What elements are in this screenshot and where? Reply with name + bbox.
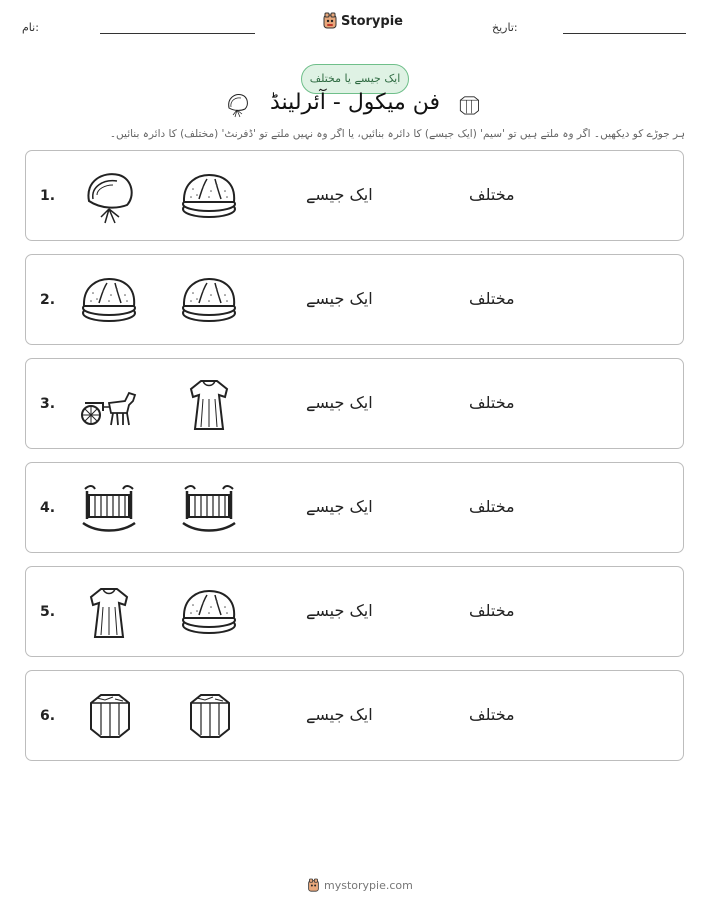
bread-icon: [179, 271, 239, 331]
date-label: تاریخ:: [492, 21, 518, 34]
row-number: 5.: [40, 604, 56, 620]
card-row-2: [25, 254, 684, 345]
same-option[interactable]: ایک جیسے: [306, 289, 373, 308]
worksheet-tag: ایک جیسے یا مختلف: [301, 64, 409, 94]
stump-icon: [79, 687, 139, 747]
dress-icon: [179, 375, 239, 435]
bread-icon: [179, 167, 239, 227]
same-option[interactable]: ایک جیسے: [306, 601, 373, 620]
bread-icon: [179, 271, 239, 331]
bonnet-icon: [222, 88, 252, 122]
name-line[interactable]: [100, 33, 255, 34]
card-row-6: [25, 670, 684, 761]
name-label: نام:: [22, 21, 39, 34]
stump-icon: [179, 687, 239, 747]
date-line[interactable]: [563, 33, 686, 34]
cradle-icon: [179, 479, 239, 539]
stump-icon: [179, 687, 239, 747]
brand-name: Storypie: [341, 13, 403, 29]
bonnet-icon: [79, 167, 139, 227]
dress-icon: [79, 583, 139, 643]
same-option[interactable]: ایک جیسے: [306, 185, 373, 204]
card-row-4: [25, 462, 684, 553]
cradle-icon: [79, 479, 139, 539]
row-number: 4.: [40, 500, 56, 516]
horse-cart-icon: [79, 375, 139, 435]
same-option[interactable]: ایک جیسے: [306, 705, 373, 724]
different-option[interactable]: مختلف: [469, 601, 515, 620]
bread-icon: [79, 271, 139, 331]
row-number: 1.: [40, 188, 56, 204]
different-option[interactable]: مختلف: [469, 497, 515, 516]
horse-cart-icon: [79, 375, 139, 435]
dress-icon: [79, 583, 139, 643]
different-option[interactable]: مختلف: [469, 393, 515, 412]
bread-icon: [79, 271, 139, 331]
bonnet-icon: [79, 167, 139, 227]
brand-logo: [322, 12, 403, 30]
cradle-icon: [179, 479, 239, 539]
instructions: ہر جوڑے کو دیکھیں۔ اگر وہ ملتے ہیں تو 'سیم' (ایک جیسے) کا دائرہ بنائیں، یا اگر وہ نہیں ملتے تو 'ڈفرنٹ' (مختلف) کا دائرہ بنائیں۔: [109, 128, 685, 140]
card-row-3: [25, 358, 684, 449]
dress-icon: [179, 375, 239, 435]
different-option[interactable]: مختلف: [469, 705, 515, 724]
storypie-mascot-icon: [322, 12, 338, 30]
cradle-icon: [79, 479, 139, 539]
bread-icon: [179, 583, 239, 643]
page-title: فن میکول - آئرلینڈ: [270, 90, 441, 115]
row-number: 2.: [40, 292, 56, 308]
different-option[interactable]: مختلف: [469, 185, 515, 204]
bread-icon: [179, 583, 239, 643]
same-option[interactable]: ایک جیسے: [306, 497, 373, 516]
card-row-1: [25, 150, 684, 241]
stump-icon: [456, 94, 482, 116]
bread-icon: [179, 167, 239, 227]
stump-icon: [79, 687, 139, 747]
footer-url[interactable]: mystorypie.com: [324, 879, 413, 892]
storypie-mascot-icon: [307, 878, 320, 893]
card-row-5: [25, 566, 684, 657]
different-option[interactable]: مختلف: [469, 289, 515, 308]
row-number: 6.: [40, 708, 56, 724]
row-number: 3.: [40, 396, 56, 412]
footer: [307, 878, 413, 893]
same-option[interactable]: ایک جیسے: [306, 393, 373, 412]
